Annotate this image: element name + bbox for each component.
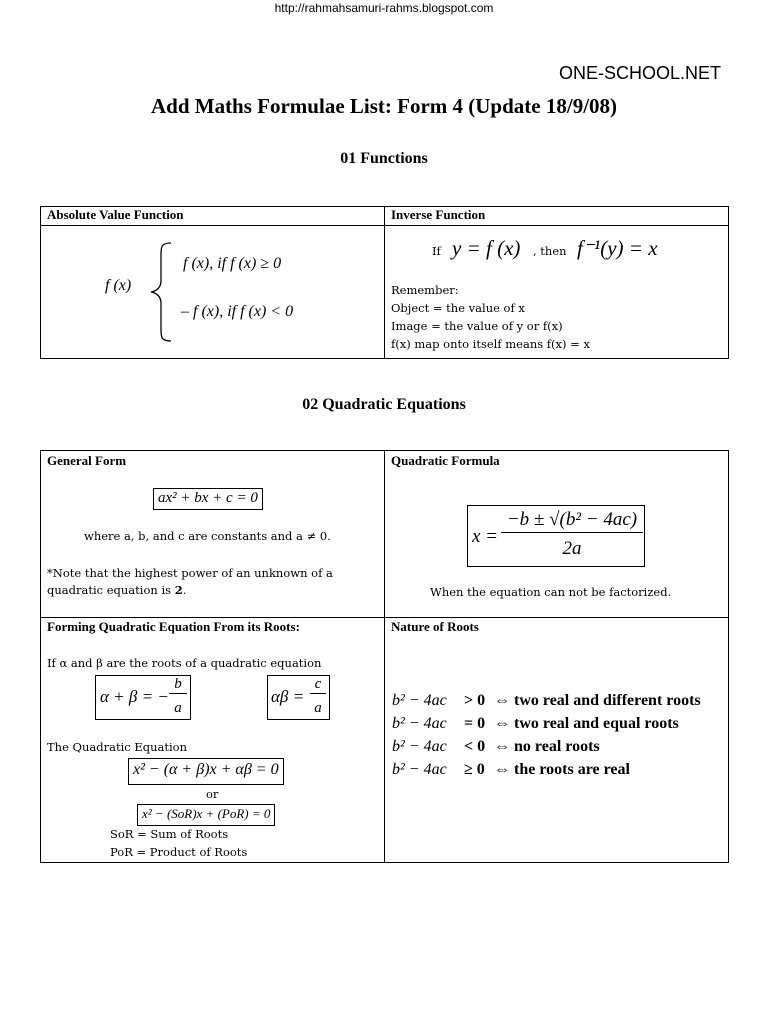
forming-or: or: [206, 787, 219, 801]
prod-den: a: [314, 700, 322, 716]
nature-cond: > 0: [464, 692, 486, 709]
quadratic-formula-header: Quadratic Formula: [391, 453, 500, 468]
inverse-eq2: f⁻¹(y) = x: [577, 236, 658, 260]
nature-expr: b² − 4ac: [392, 761, 447, 778]
product-of-roots-box: [267, 675, 330, 720]
abs-case-positive: f (x), if f (x) ≥ 0: [183, 255, 282, 272]
sum-of-roots-box: [95, 675, 191, 720]
nature-expr: b² − 4ac: [392, 738, 447, 755]
nature-result: ⇔ no real roots: [494, 738, 600, 755]
table-divider: [41, 225, 728, 226]
site-name: ONE-SCHOOL.NET: [558, 63, 721, 83]
table-divider: [41, 617, 728, 618]
sum-lhs: α + β = −: [100, 687, 169, 706]
inverse-image: Image = the value of y or f(x): [391, 319, 563, 333]
nature-row: [392, 761, 630, 779]
inverse-object: Object = the value of x: [391, 301, 525, 315]
inverse-remember: Remember:: [391, 283, 459, 297]
forming-eq1: x² − (α + β)x + αβ = 0: [128, 758, 284, 785]
nature-expr: b² − 4ac: [392, 715, 447, 732]
note-power: 2: [174, 583, 183, 597]
inverse-itself: f(x) map onto itself means f(x) = x: [391, 337, 590, 351]
abs-value-header: Absolute Value Function: [47, 207, 184, 222]
nature-result: ⇔ the roots are real: [494, 761, 630, 778]
table-divider: [384, 451, 385, 862]
functions-table: [40, 206, 729, 359]
section-heading-quadratic: 02 Quadratic Equations: [302, 396, 466, 413]
nature-row: [392, 692, 701, 710]
brace-icon: [147, 241, 175, 343]
general-form-note-2: [47, 582, 186, 599]
prod-num: c: [310, 676, 326, 694]
nature-row: [392, 738, 600, 756]
forming-eq2: x² − (SoR)x + (PoR) = 0: [137, 804, 275, 826]
quadratic-formula-denominator: 2a: [562, 538, 582, 559]
nature-cond: = 0: [464, 715, 486, 732]
note-period: .: [182, 583, 187, 597]
inverse-eq1: y = f (x): [452, 236, 521, 260]
nature-result: ⇔ two real and equal roots: [494, 715, 679, 732]
sum-den: a: [174, 700, 182, 716]
prod-lhs: αβ =: [271, 687, 305, 706]
forming-sor: SoR = Sum of Roots: [110, 827, 229, 841]
forming-eq-label: The Quadratic Equation: [47, 740, 187, 754]
forming-intro: If α and β are the roots of a quadratic equation: [47, 656, 322, 670]
sum-num: b: [169, 676, 187, 694]
nature-row: [392, 715, 679, 733]
nature-header: Nature of Roots: [391, 619, 479, 634]
quadratic-formula-box: [467, 505, 645, 567]
nature-cond: ≥ 0: [464, 761, 485, 778]
general-form-formula: ax² + bx + c = 0: [153, 488, 263, 510]
quadratic-formula-caption: When the equation can not be factorized.: [430, 585, 672, 599]
page-title: Add Maths Formulae List: Form 4 (Update 18/9/08): [150, 94, 618, 118]
inverse-if: If: [432, 244, 441, 258]
general-form-note-1: *Note that the highest power of an unknown of a: [47, 566, 333, 580]
general-form-where: where a, b, and c are constants and a ≠ 0.: [84, 529, 331, 543]
quadratic-formula-numerator: −b ± √(b² − 4ac): [501, 509, 643, 533]
general-form-header: General Form: [47, 453, 127, 468]
nature-expr: b² − 4ac: [392, 692, 447, 709]
nature-result: ⇔ two real and different roots: [494, 692, 701, 709]
note-text: quadratic equation is: [47, 583, 172, 597]
forming-por: PoR = Product of Roots: [110, 845, 248, 859]
source-url: http://rahmahsamuri-rahms.blogspot.com: [274, 1, 494, 15]
nature-cond: < 0: [464, 738, 486, 755]
quadratic-formula-lhs: x =: [472, 526, 499, 547]
abs-lhs: f (x): [105, 277, 132, 294]
forming-header: Forming Quadratic Equation From its Roots:: [47, 619, 300, 634]
quadratic-table: [40, 450, 729, 863]
abs-case-negative: – f (x), if f (x) < 0: [181, 303, 294, 320]
inverse-header: Inverse Function: [391, 207, 486, 222]
section-heading-functions: 01 Functions: [340, 150, 428, 167]
inverse-then: , then: [533, 244, 567, 258]
table-divider: [384, 207, 385, 358]
